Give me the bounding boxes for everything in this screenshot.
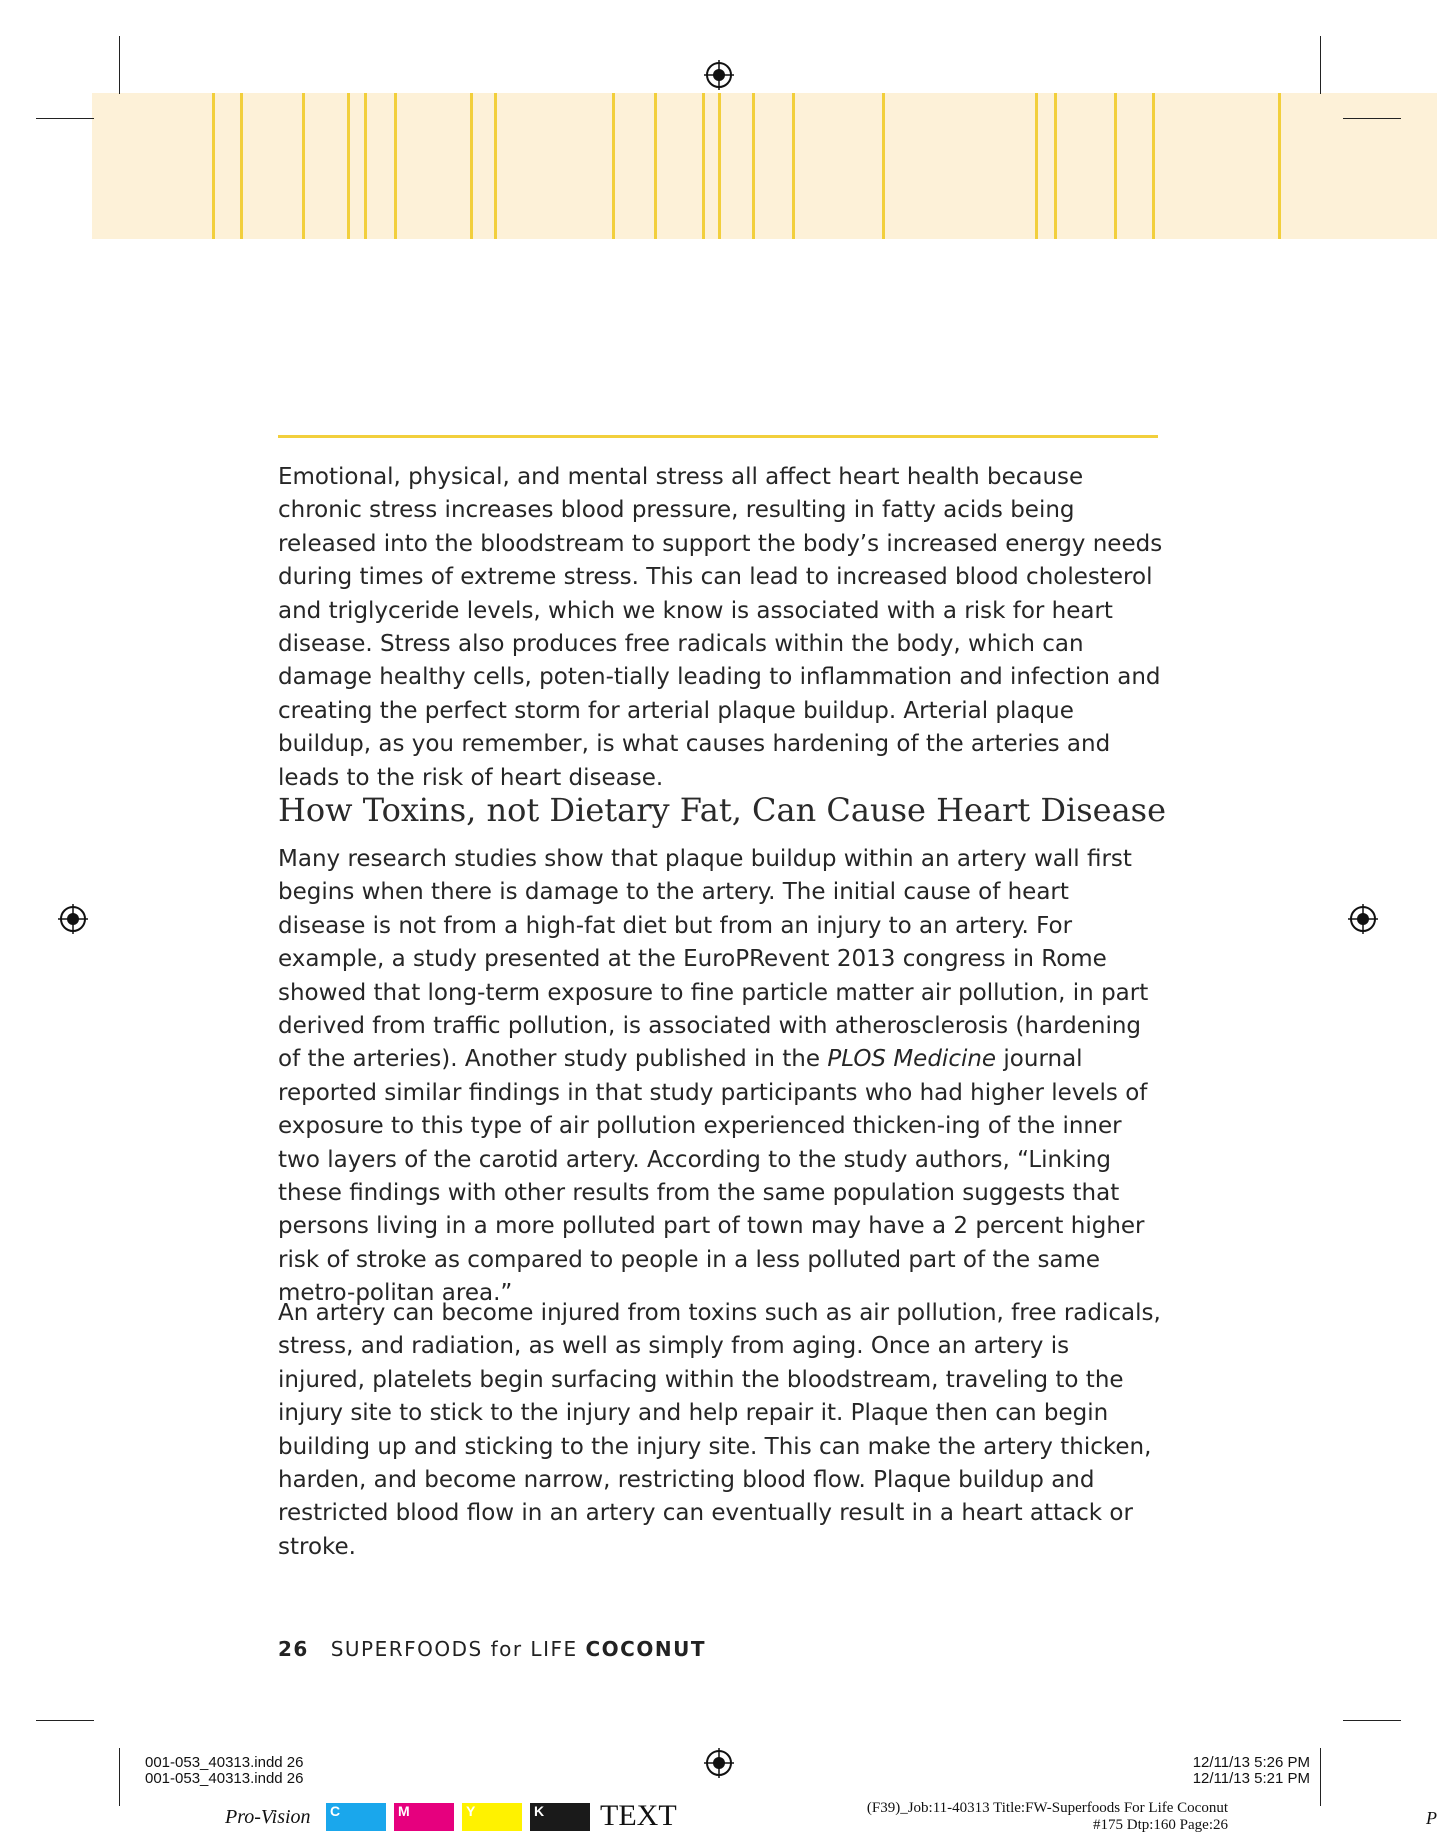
decorative-stripe	[612, 93, 615, 239]
section-heading: How Toxins, not Dietary Fat, Can Cause Heart Disease	[278, 791, 1167, 829]
crop-mark	[36, 1720, 94, 1721]
body-paragraph	[278, 843, 1163, 1311]
section-rule	[278, 435, 1158, 438]
decorative-stripe	[347, 93, 350, 239]
decorative-stripe	[1278, 93, 1281, 239]
page-footer	[278, 1637, 706, 1661]
job-info	[800, 1800, 1228, 1834]
body-paragraph	[278, 1297, 1163, 1564]
crop-mark	[36, 118, 94, 119]
decorative-stripe	[654, 93, 657, 239]
decorative-stripe	[1114, 93, 1117, 239]
decorative-stripe	[702, 93, 705, 239]
decorative-stripe	[470, 93, 473, 239]
paragraph-2-before: Many research studies show that plaque buildup within an artery wall first begins when there is damage to the artery. The initial cause of heart disease is not from a high-fat diet but from an injury to an artery. For example, a study presented at the EuroPRevent 2013 congress in Rome showed that long-term exposure to fine particle matter air pollution, in part derived from traffic pollution, is associated with atherosclerosis (hardening of the arteries). Another study published in the	[278, 846, 1149, 1073]
file-line: 001-053_40313.indd 26	[145, 1754, 304, 1771]
decorative-stripe	[792, 93, 795, 239]
swatch-magenta: M	[394, 1803, 454, 1831]
decorative-stripe	[494, 93, 497, 239]
decorative-stripe	[752, 93, 755, 239]
job-line: #175 Dtp:160 Page:26	[1093, 1817, 1228, 1833]
decorative-stripe	[882, 93, 885, 239]
decorative-stripe	[364, 93, 367, 239]
decorative-stripe	[394, 93, 397, 239]
decorative-stripe	[1035, 93, 1038, 239]
date-info	[1100, 1755, 1310, 1787]
paragraph-2	[278, 843, 1163, 1311]
decorative-stripe	[1152, 93, 1155, 239]
swatch-yellow: Y	[462, 1803, 522, 1831]
file-info	[145, 1755, 303, 1787]
book-title: SUPERFOODS for LIFE	[330, 1637, 578, 1661]
crop-mark	[1343, 118, 1401, 119]
swatch-black: K	[530, 1803, 590, 1831]
crop-mark	[1320, 36, 1321, 94]
date-line: 12/11/13 5:21 PM	[1192, 1770, 1310, 1787]
header-band	[92, 93, 1437, 239]
job-line: (F39)_Job:11-40313 Title:FW-Superfoods For Life Coconut	[866, 1800, 1228, 1816]
decorative-stripe	[1054, 93, 1057, 239]
vendor-label: Pro-Vision	[225, 1806, 311, 1828]
registration-target-icon	[1348, 904, 1378, 934]
body-paragraph	[278, 461, 1163, 795]
page-number: 26	[278, 1637, 309, 1661]
paragraph-2-after: journal reported similar findings in that study participants who had higher levels of exposure to this type of air pollution experienced thicken-ing of the inner two layers of the carotid artery. According to the study authors, “Linking these findings with other results from the same population suggests that persons living in a more polluted part of town may have a 2 percent higher risk of stroke as compared to people in a less polluted part of the same metro-politan area.”	[278, 1046, 1148, 1307]
book-subject: COCONUT	[585, 1637, 706, 1661]
crop-mark	[1320, 1748, 1321, 1806]
decorative-stripe	[240, 93, 243, 239]
decorative-stripe	[718, 93, 721, 239]
decorative-stripe	[302, 93, 305, 239]
registration-target-icon	[704, 60, 734, 90]
decorative-stripe	[212, 93, 215, 239]
crop-mark	[1343, 1720, 1401, 1721]
paragraph-1: Emotional, physical, and mental stress all affect heart health because chronic stress increases blood pressure, resulting in fatty acids being released into the bloodstream to support the body’s increased energy needs during times of extreme stress. This can lead to increased blood cholesterol and triglyceride levels, which we know is associated with a risk for heart disease. Stress also produces free radicals within the body, which can damage healthy cells, poten-tially leading to inflammation and infection and creating the perfect storm for arterial plaque buildup. Arterial plaque buildup, as you remember, is what causes hardening of the arteries and leads to the risk of heart disease.	[278, 464, 1163, 791]
registration-target-icon	[58, 904, 88, 934]
journal-name: PLOS Medicine	[827, 1046, 997, 1073]
crop-mark	[119, 1748, 120, 1806]
swatch-text: TEXT	[600, 1799, 677, 1832]
file-line: 001-053_40313.indd 26	[145, 1770, 304, 1787]
swatch-cyan: C	[326, 1803, 386, 1831]
registration-target-icon	[704, 1748, 734, 1778]
edge-letter: P	[1426, 1808, 1437, 1828]
crop-mark	[119, 36, 120, 94]
paragraph-3: An artery can become injured from toxins such as air pollution, free radicals, stress, and radiation, as well as simply from aging. Once an artery is injured, platelets begin surfacing within the bloodstream, traveling to the injury site to stick to the injury and help repair it. Plaque then can begin building up and sticking to the injury site. This can make the artery thicken, harden, and become narrow, restricting blood flow. Plaque buildup and restricted blood flow in an artery can eventually result in a heart attack or stroke.	[278, 1300, 1161, 1560]
date-line: 12/11/13 5:26 PM	[1192, 1754, 1310, 1771]
